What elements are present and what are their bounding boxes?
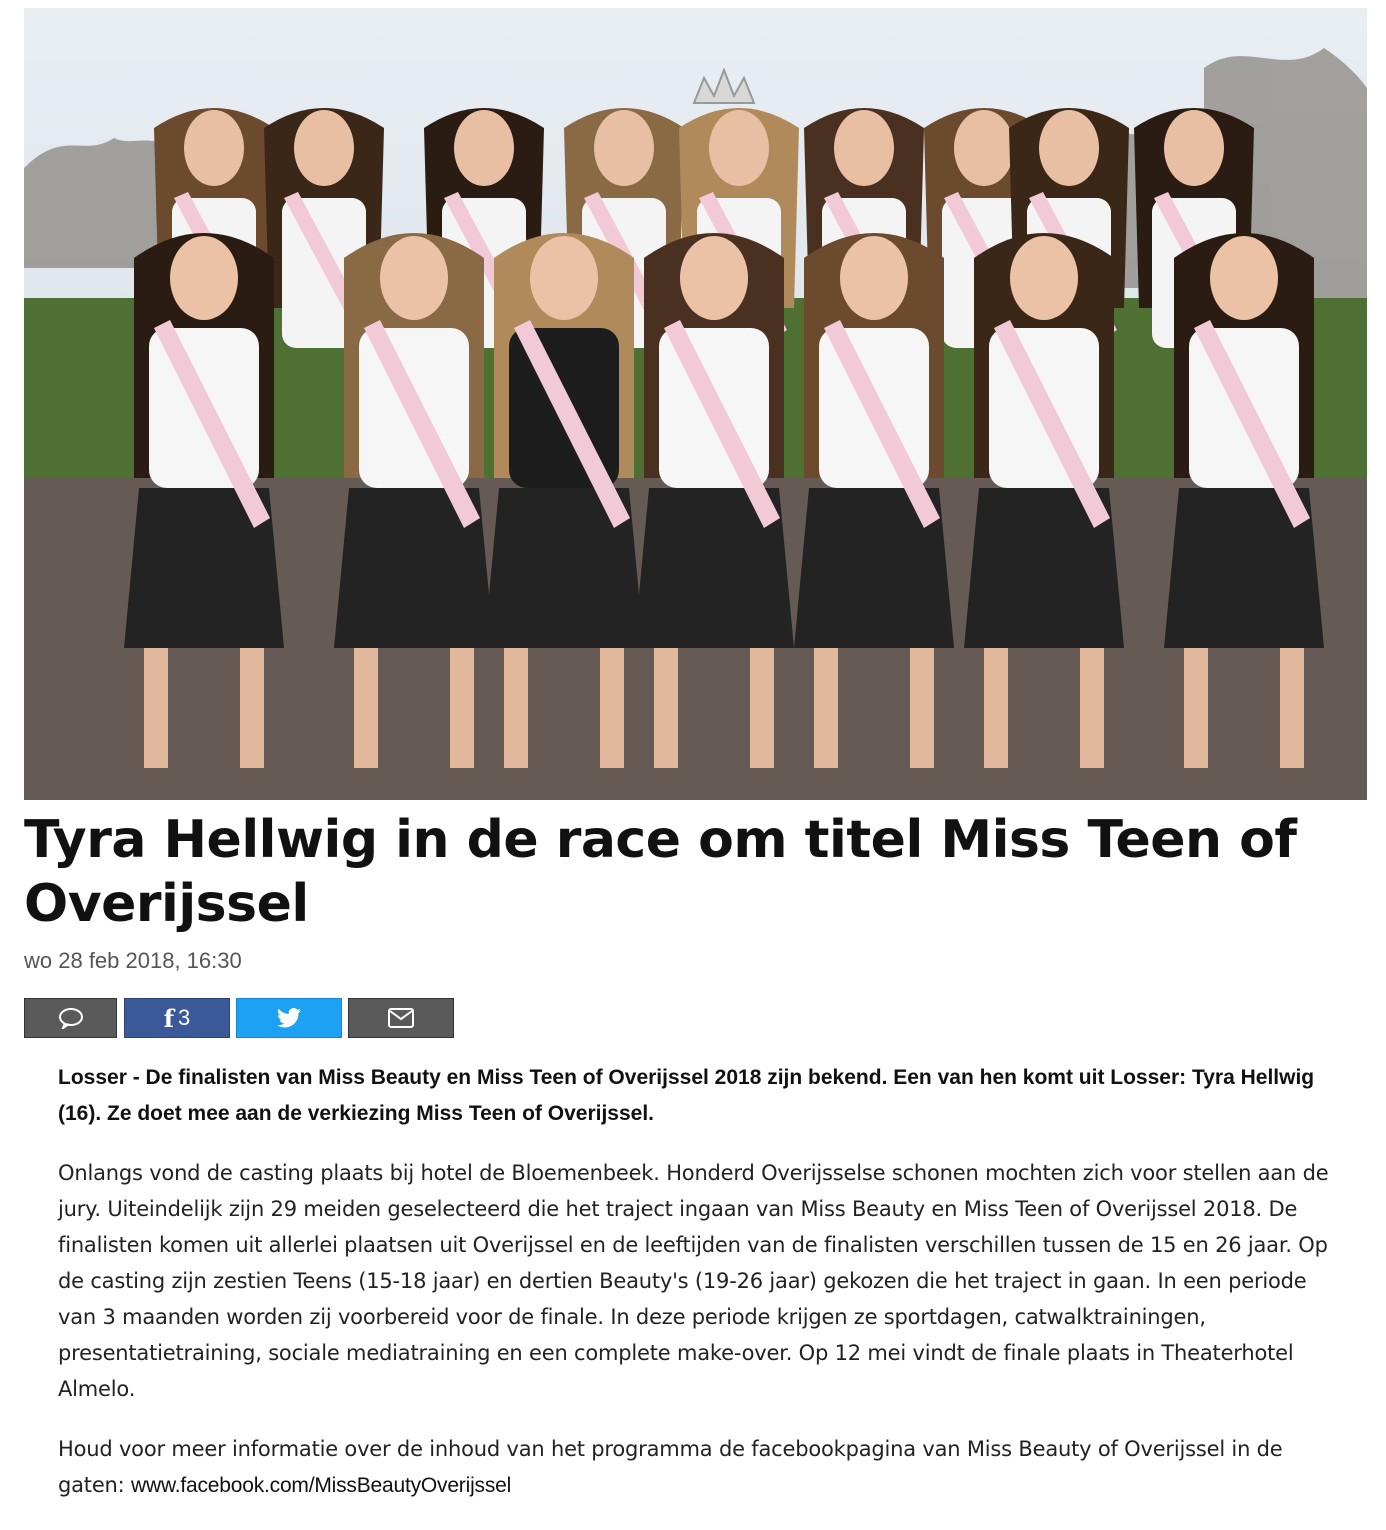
- facebook-share-button[interactable]: [124, 998, 230, 1038]
- facebook-page-link[interactable]: www.facebook.com/MissBeautyOverijssel: [131, 1474, 512, 1497]
- article-date: wo 28 feb 2018, 16:30: [24, 948, 242, 973]
- hero-photo: [24, 8, 1367, 800]
- article-title: Tyra Hellwig in de race om titel Miss Teen of Overijssel: [24, 810, 1297, 934]
- article-paragraph: Onlangs vond de casting plaats bij hotel de Bloemenbeek. Honderd Overijsselse schonen mochten zich voor stellen aan de jury. Uiteindelijk zijn 29 meiden geselecteerd die het traject ingaan van Miss Beauty en Miss Teen of Overijssel 2018. De finalisten komen uit allerlei plaatsen uit Overijssel en de leeftijden van de finalisten verschillen tussen de 15 en 26 jaar. Op de casting zijn zestien Teens (15-18 jaar) en dertien Beauty's (19-26 jaar) gekozen die het traject in gaan. In een periode van 3 maanden worden zij voorbereid voor de finale. In deze periode krijgen ze sportdagen, catwalktrainingen, presentatietraining, sociale mediatraining en een complete make-over. Op 12 mei vindt de finale plaats in Theaterhotel Almelo.: [58, 1161, 1329, 1401]
- twitter-icon: [277, 1008, 301, 1028]
- comment-icon: [58, 1007, 84, 1029]
- crown-icon: [694, 70, 754, 103]
- article-intro: Losser - De finalisten van Miss Beauty en Miss Teen of Overijssel 2018 zijn bekend. Een van hen komt uit Losser: Tyra Hellwig (16). Ze doet mee aan de verkiezing Miss Teen of Overijssel.: [58, 1066, 1315, 1125]
- mail-share-button[interactable]: [348, 998, 454, 1038]
- twitter-share-button[interactable]: [236, 998, 342, 1038]
- facebook-icon: f: [163, 1003, 175, 1033]
- paragraph-text: Houd voor meer informatie over de inhoud van het programma de facebookpagina van Miss Beauty of Overijssel in de gaten:: [58, 1437, 1283, 1497]
- mail-icon: [388, 1008, 414, 1028]
- group-photo-illustration: [24, 8, 1367, 800]
- article-paragraph: [58, 1431, 1348, 1504]
- comment-button[interactable]: [24, 998, 117, 1038]
- facebook-share-count: 3: [178, 1005, 191, 1030]
